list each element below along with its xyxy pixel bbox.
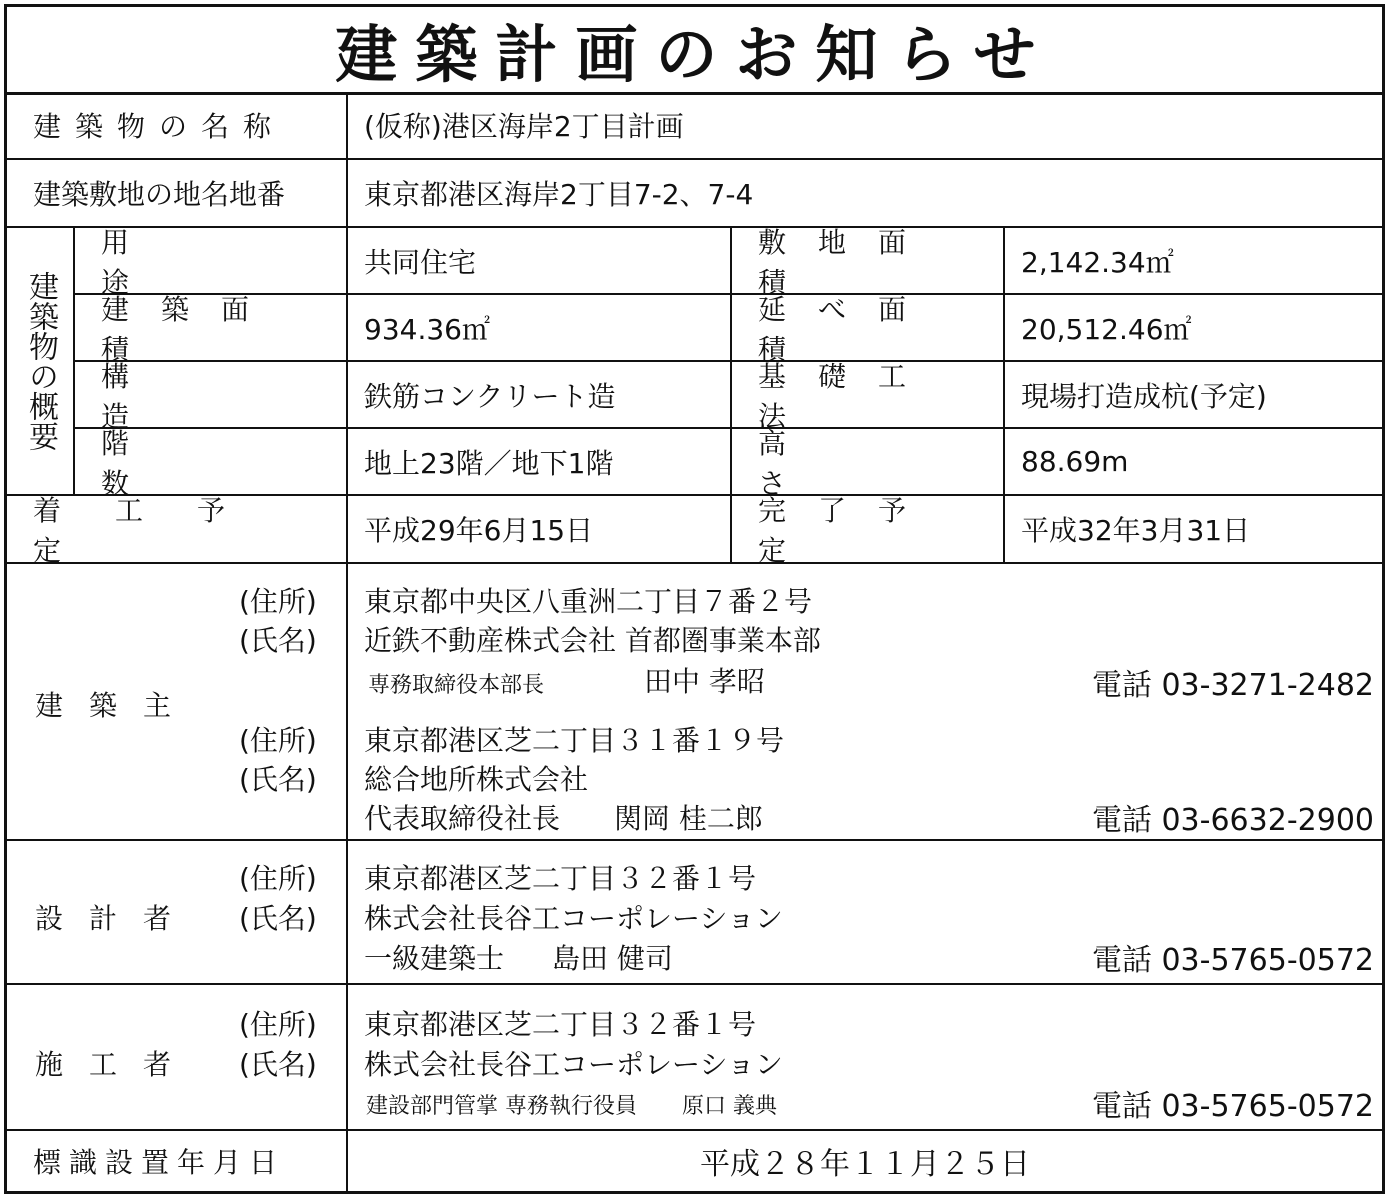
owner-name-tag-2: (氏名)	[239, 763, 317, 796]
height-value: 88.69m	[1005, 429, 1382, 496]
designer-phone: 電話 03-5765-0572	[1091, 943, 1374, 978]
building-area-value: 934.36㎡	[348, 295, 732, 362]
floors-label-text: 階数	[101, 426, 290, 500]
designer-address: 東京都港区芝二丁目３２番１号	[364, 862, 757, 895]
start-date-label-text: 着工予定	[33, 494, 280, 567]
building-area-label-text: 建築面積	[101, 292, 282, 366]
floors-value: 地上23階／地下1階	[348, 429, 732, 496]
foundation-value: 現場打造成杭(予定)	[1005, 362, 1382, 429]
owner-2-phone: 電話 03-6632-2900	[1091, 803, 1374, 838]
contractor-title: 建設部門管掌 専務執行役員	[366, 1094, 637, 1119]
floors-label	[75, 426, 348, 500]
foundation-label-text: 基礎工法	[758, 359, 939, 433]
building-name-label-text: 建築物の名称	[33, 110, 286, 143]
designer-name-tag: (氏名)	[239, 902, 317, 935]
building-name-value: (仮称)港区海岸2丁目計画	[348, 92, 1382, 160]
posted-date-label	[7, 1131, 348, 1191]
use-label	[75, 225, 348, 299]
designer-address-tag: (住所)	[239, 862, 317, 895]
contractor-name-tag: (氏名)	[239, 1048, 317, 1081]
contractor-address: 東京都港区芝二丁目３２番１号	[364, 1008, 757, 1041]
owner-2-person: 関岡 桂二郎	[614, 802, 763, 835]
owner-label: 建築主	[35, 689, 198, 722]
use-value: 共同住宅	[348, 228, 732, 295]
start-date-value: 平成29年6月15日	[348, 496, 732, 564]
owner-address-tag-1: (住所)	[239, 585, 317, 618]
height-label-text: 高さ	[758, 426, 947, 500]
posted-date-label-text: 標識設置年月日	[33, 1146, 286, 1179]
contractor-phone: 電話 03-5765-0572	[1091, 1089, 1374, 1124]
overview-group-label	[7, 228, 75, 496]
building-plan-notice-board	[4, 4, 1385, 1194]
owner-1-phone: 電話 03-3271-2482	[1091, 668, 1374, 703]
designer-company: 株式会社長谷工コーポレーション	[364, 902, 783, 935]
building-name-label	[7, 92, 348, 160]
owner-1-company: 近鉄不動産株式会社 首都圏事業本部	[364, 624, 821, 657]
designer-label: 設計者	[35, 902, 198, 935]
height-label	[732, 426, 1005, 500]
contractor-label: 施工者	[35, 1048, 198, 1081]
designer-value-cell	[348, 841, 1382, 985]
owner-name-tag-1: (氏名)	[239, 624, 317, 657]
site-address-value: 東京都港区海岸2丁目7-2、7-4	[348, 160, 1382, 228]
owner-value-cell	[348, 564, 1382, 841]
notice-title: 建築計画のお知らせ	[7, 7, 1382, 95]
contractor-person: 原口 義典	[682, 1094, 777, 1119]
overview-group-label-text: 建築物の概要	[23, 271, 58, 451]
posted-date-value: 平成２８年１１月２５日	[700, 1147, 1030, 1182]
site-address-label	[7, 160, 348, 228]
contractor-company: 株式会社長谷工コーポレーション	[364, 1048, 783, 1081]
owner-2-address: 東京都港区芝二丁目３１番１９号	[364, 724, 785, 757]
finish-date-label-text: 完了予定	[758, 494, 939, 567]
use-label-text: 用途	[101, 225, 290, 299]
owner-1-title: 専務取締役本部長	[368, 673, 545, 698]
floor-area-value: 20,512.46㎡	[1005, 295, 1382, 362]
owner-1-person: 田中 孝昭	[644, 665, 765, 698]
site-area-value: 2,142.34㎡	[1005, 228, 1382, 295]
contractor-label-cell	[7, 985, 348, 1131]
building-area-label	[75, 292, 348, 366]
start-date-label	[7, 494, 348, 567]
designer-label-cell	[7, 841, 348, 985]
structure-label-text: 構造	[101, 359, 290, 433]
structure-value: 鉄筋コンクリート造	[348, 362, 732, 429]
finish-date-label	[732, 494, 1005, 567]
owner-2-title: 代表取締役社長	[364, 802, 561, 835]
site-area-label-text: 敷地面積	[758, 225, 939, 299]
floor-area-label-text: 延べ面積	[758, 292, 939, 366]
foundation-label	[732, 359, 1005, 433]
designer-person: 島田 健司	[552, 942, 673, 975]
owner-2-company: 総合地所株式会社	[364, 763, 589, 796]
contractor-value-cell	[348, 985, 1382, 1131]
owner-1-address: 東京都中央区八重洲二丁目７番２号	[364, 585, 813, 618]
site-address-label-text: 建築敷地の地名地番	[33, 178, 286, 211]
designer-title: 一級建築士	[364, 942, 505, 975]
finish-date-value: 平成32年3月31日	[1005, 496, 1382, 564]
structure-label	[75, 359, 348, 433]
owner-label-cell	[7, 564, 348, 841]
owner-address-tag-2: (住所)	[239, 724, 317, 757]
floor-area-label	[732, 292, 1005, 366]
site-area-label	[732, 225, 1005, 299]
contractor-address-tag: (住所)	[239, 1008, 317, 1041]
